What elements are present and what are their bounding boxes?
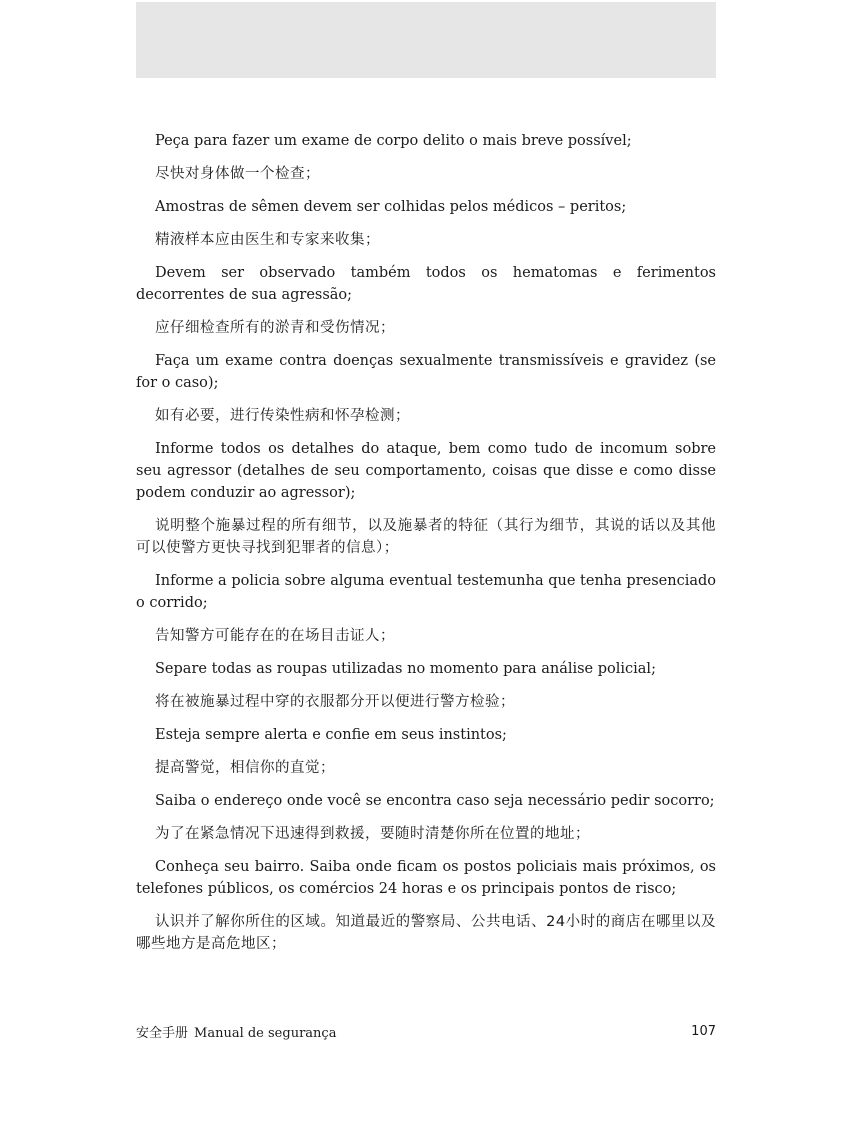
running-title-zh: 安全手册 xyxy=(136,1025,189,1041)
header-band xyxy=(136,2,716,78)
page-footer xyxy=(136,1020,716,1042)
paragraph-zh: 精液样本应由医生和专家来收集； xyxy=(155,232,380,248)
page-number: 107 xyxy=(691,1023,716,1039)
paragraph-zh: 将在被施暴过程中穿的衣服都分开以便进行警方检验； xyxy=(155,694,515,710)
paragraph-pt: Esteja sempre alerta e confie em seus instintos; xyxy=(155,727,507,743)
paragraph-pt: Faça um exame contra doenças sexualmente transmissíveis e gravidez (se for o caso); xyxy=(136,353,716,391)
paragraph-zh: 为了在紧急情况下迅速得到救援，要随时清楚你所在位置的地址； xyxy=(155,826,590,842)
paragraph-pt: Informe a policia sobre alguma eventual testemunha que tenha presenciado o corrido; xyxy=(136,573,716,611)
paragraph-zh: 尽快对身体做一个检查； xyxy=(155,166,320,182)
paragraph-zh: 说明整个施暴过程的所有细节，以及施暴者的特征（其行为细节，其说的话以及其他可以使警方更快寻找到犯罪者的信息）； xyxy=(136,518,716,556)
paragraph-zh: 应仔细检查所有的淤青和受伤情况； xyxy=(155,320,395,336)
paragraph-zh: 告知警方可能存在的在场目击证人； xyxy=(155,628,395,644)
paragraph-zh: 认识并了解你所住的区域。知道最近的警察局、公共电话、24小时的商店在哪里以及哪些地方是高危地区； xyxy=(136,914,716,952)
paragraph-zh: 提高警觉，相信你的直觉； xyxy=(155,760,335,776)
paragraph-pt: Saiba o endereço onde você se encontra caso seja necessário pedir socorro; xyxy=(155,793,715,809)
page-body xyxy=(136,130,716,966)
running-title xyxy=(136,1022,336,1041)
paragraph-pt: Devem ser observado também todos os hematomas e ferimentos decorrentes de sua agressão; xyxy=(136,265,716,303)
paragraph-zh: 如有必要，进行传染性病和怀孕检测； xyxy=(155,408,410,424)
running-title-pt: Manual de segurança xyxy=(194,1025,337,1041)
paragraph-pt: Conheça seu bairro. Saiba onde ficam os postos policiais mais próximos, os telefones públicos, os comércios 24 horas e os principais pontos de risco; xyxy=(136,859,716,897)
paragraph-pt: Separe todas as roupas utilizadas no momento para análise policial; xyxy=(155,661,656,677)
paragraph-pt: Informe todos os detalhes do ataque, bem como tudo de incomum sobre seu agressor (detalhes de seu comportamento, coisas que disse e como disse podem conduzir ao agressor); xyxy=(136,441,716,501)
paragraph-pt: Amostras de sêmen devem ser colhidas pelos médicos – peritos; xyxy=(155,199,627,215)
paragraph-pt: Peça para fazer um exame de corpo delito o mais breve possível; xyxy=(155,133,632,149)
